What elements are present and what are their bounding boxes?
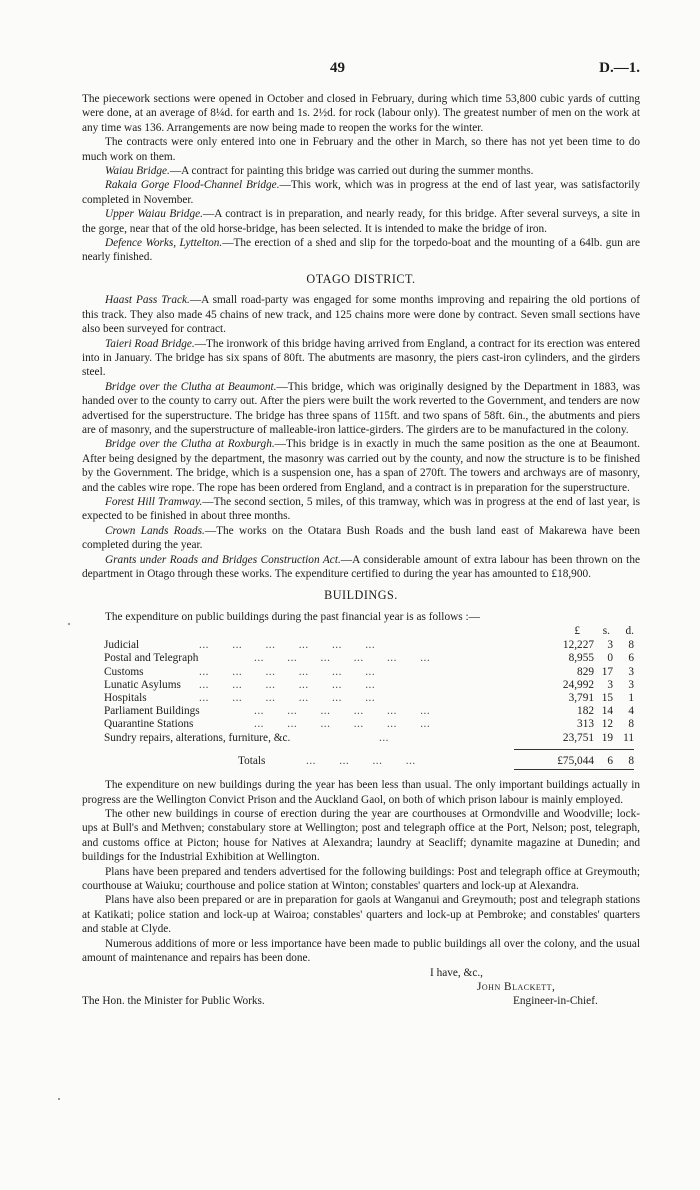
totals-pence: 8 — [628, 755, 634, 768]
row-pounds: 8,955 — [568, 652, 594, 665]
paragraph-lead: Bridge over the Clutha at Roxburgh. — [105, 438, 275, 451]
row-pence: 3 — [628, 678, 634, 691]
paragraph-lead: Grants under Roads and Bridges Construction Act. — [105, 553, 341, 566]
table-row — [104, 731, 634, 744]
paragraph-lead: Bridge over the Clutha at Beaumont. — [105, 380, 277, 393]
row-label: Customs — [104, 665, 144, 678]
row-shillings: 3 — [607, 678, 613, 691]
row-pounds: 24,992 — [562, 678, 594, 691]
row-label: Postal and Telegraph — [104, 652, 199, 665]
paragraph-lead: Rakaia Gorge Flood-Channel Bridge. — [105, 179, 280, 192]
paragraph-lead: Defence Works, Lyttelton. — [105, 237, 223, 250]
row-shillings: 12 — [601, 718, 613, 731]
row-label: Judicial — [104, 639, 140, 652]
signatory-name: John Blackett, — [477, 980, 556, 993]
table-row — [104, 638, 634, 651]
row-label: Hospitals — [104, 692, 147, 705]
section-heading-buildings: BUILDINGS. — [324, 588, 398, 603]
row-pounds: 23,751 — [562, 731, 594, 744]
paragraph-text: —This bridge is in exactly in much the same position as the one at Beaumont. After being designed by the department, the masonry was carried out by the county, and now the structure is to be finished by the Government. The bridge, which is a suspension one, has a span of 270ft. The towers and archways are of masonry, and the cables wire rope. The rope has been ordered from England, and a contract is in preparation for the superstructure. — [82, 438, 640, 494]
row-label: Quarantine Stations — [104, 718, 194, 731]
row-shillings: 19 — [601, 731, 613, 744]
signature-block — [82, 966, 640, 1026]
table-leader-dots: ... — [379, 731, 389, 744]
expenditure-table — [82, 624, 640, 774]
paper-speck — [58, 1098, 60, 1100]
paragraph-text: —The works on the Otatara Bush Roads and the bush land east of Makarewa have been completed during the year. — [82, 524, 641, 552]
table-leader-dots: ... ... ... ... ... ... — [254, 652, 431, 665]
section-heading-otago: OTAGO DISTRICT. — [306, 271, 416, 286]
totals-label: Totals — [238, 755, 266, 768]
row-pounds: 12,227 — [562, 639, 594, 652]
table-leader-dots: ... ... ... ... ... ... — [254, 705, 431, 718]
row-pence: 8 — [628, 718, 634, 731]
paragraph-upper-waiau-bridge — [82, 207, 640, 236]
paragraph-rakaia-bridge — [82, 178, 640, 207]
row-pence: 4 — [628, 705, 634, 718]
table-leader-dots: ... ... ... ... ... ... — [199, 678, 376, 691]
table-leader-dots: ... ... ... ... ... ... — [199, 692, 376, 705]
table-row — [104, 691, 634, 704]
paragraph-waiau-bridge — [82, 164, 640, 178]
paragraph-grants — [82, 553, 640, 582]
column-header-pence: d. — [625, 625, 634, 638]
row-pounds: 829 — [577, 665, 594, 678]
table-column-headers — [104, 624, 634, 637]
paragraph-text: —A contract for painting this bridge was carried out during the summer months. — [169, 165, 534, 178]
table-row — [104, 665, 634, 678]
row-label: Parliament Buildings — [104, 705, 200, 718]
paragraph-new-buildings: The expenditure on new buildings during the year has been less than usual. The only important buildings actually in progress are the Wellington Convict Prison and the Auckland Gaol, on both of which prison labour is mainly employed. — [82, 779, 640, 806]
paragraph-contracts: The contracts were only entered into one in February and the other in March, so there has not yet been time to do much work on them. — [82, 136, 640, 163]
table-leader-dots: ... ... ... ... — [306, 755, 416, 768]
paragraph-additions: Numerous additions of more or less importance have been made to public buildings all over the colony, and the usual amount of maintenance and repairs has been done. — [82, 937, 640, 965]
paragraph-other-buildings: The other new buildings in course of erection during the year are courthouses at Ormondville and Woodville; lock-ups at Bull's and Methven; constabulary store at Wellington; post and telegraph office at the Port, Nelson; post, telegraph, and customs office at Picton; house for Natives at Alexandra; laundry at Seacliff; dynamite magazine at Dunedin; and buildings for the Industrial Exhibition at Wellington. — [82, 808, 640, 864]
paragraph-plans-tenders: Plans have been prepared and tenders advertised for the following buildings: Post and telegraph office at Greymouth; courthouse at Waiuku; courthouse and police station at Winton; constables' quarters and lock-up at Alexandra. — [82, 865, 640, 893]
column-header-pounds: £ — [574, 625, 580, 638]
totals-pounds: £75,044 — [557, 755, 594, 768]
document-reference: D.—1. — [599, 60, 640, 76]
paragraph-lead: Waiau Bridge. — [105, 165, 170, 178]
paragraph-forest-hill — [82, 495, 640, 524]
row-label: Lunatic Asylums — [104, 678, 181, 691]
paragraph-piecework: The piecework sections were opened in October and closed in February, during which time 53,800 cubic yards of cutting were done, at an average of 8¼d. for earth and 1s. 2½d. for rock (labour only). The greatest number of men on the work at any time was 136. Arrangements are now being made to reopen the works for the winter. — [82, 93, 640, 134]
page-number: 49 — [330, 60, 345, 76]
table-rule-bottom — [514, 769, 634, 770]
signatory-title: Engineer-in-Chief. — [513, 994, 598, 1007]
table-row — [104, 651, 634, 664]
paragraph-taieri-bridge — [82, 337, 640, 380]
paragraph-text: —A small road-party was engaged for some months improving and repairing the old portions of this track. They also made 45 chains of new track, and 125 chains more were done by contract. Seven small sections have also been surveyed for contract. — [82, 294, 640, 336]
paragraph-text: —A contract is in preparation, and nearly ready, for this bridge. After several surveys, a site in the gorge, near that of the old horse-bridge, has been selected. It is intended to make the bridge of iron. — [82, 208, 640, 235]
page-body — [82, 92, 640, 1026]
table-leader-dots: ... ... ... ... ... ... — [254, 718, 431, 731]
table-leader-dots: ... ... ... ... ... ... — [199, 639, 376, 652]
paragraph-lead: Crown Lands Roads. — [105, 524, 205, 537]
table-row — [104, 678, 634, 691]
paragraph-defence-works — [82, 236, 640, 265]
row-pounds: 3,791 — [568, 692, 594, 705]
table-row — [104, 704, 634, 717]
row-pence: 3 — [628, 665, 634, 678]
row-pence: 11 — [623, 731, 634, 744]
paragraph-buildings-intro: The expenditure on public buildings during the past financial year is as follows :— — [105, 610, 480, 623]
column-header-shillings: s. — [602, 625, 610, 638]
paragraph-lead: Upper Waiau Bridge. — [105, 208, 203, 221]
row-pence: 6 — [628, 652, 634, 665]
row-shillings: 0 — [607, 652, 613, 665]
row-pounds: 313 — [577, 718, 594, 731]
paragraph-text: —A considerable amount of extra labour has been thrown on the department in Otago through these works. The expenditure certified to during the year has amounted to £18,900. — [82, 553, 640, 580]
paragraph-text: —The ironwork of this bridge having arrived from England, a contract for its erection was entered into in January. The bridge has six spans of 80ft. The abutments are masonry, the piers cast-iron cylinders, and the girders steel. — [82, 337, 640, 379]
paragraph-lead: Taieri Road Bridge. — [105, 337, 195, 350]
row-shillings: 3 — [607, 639, 613, 652]
row-pence: 1 — [628, 692, 634, 705]
table-leader-dots: ... ... ... ... ... ... — [199, 665, 376, 678]
row-shillings: 15 — [601, 692, 613, 705]
paragraph-text: —This work, which was in progress at the end of last year, was satisfactorily completed in November. — [82, 179, 640, 206]
row-pounds: 182 — [577, 705, 594, 718]
addressee: The Hon. the Minister for Public Works. — [82, 994, 265, 1007]
row-label: Sundry repairs, alterations, furniture, &c. — [104, 731, 291, 744]
paragraph-crown-lands — [82, 524, 640, 553]
table-row-totals — [104, 754, 634, 767]
row-shillings: 14 — [601, 705, 613, 718]
paper-speck — [68, 623, 70, 625]
table-rule-top — [514, 749, 634, 750]
paragraph-plans-gaols: Plans have also been prepared or are in preparation for gaols at Wanganui and Greymouth; post and telegraph stations at Katikati; police station and lock-up at Wairoa; constables' quarters and lock-up at Pembroke; and constables' quarters and stable at Clyde. — [82, 894, 640, 936]
paragraph-lead: Forest Hill Tramway. — [105, 495, 203, 508]
paragraph-text: —The second section, 5 miles, of this tramway, which was in progress at the end of last year, is expected to be finished in about three months. — [82, 495, 640, 523]
row-pence: 8 — [628, 639, 634, 652]
paragraph-text: —This bridge, which was originally designed by the Department in 1883, was handed over to the county to carry out. After the piers were built the work reverted to the Government, and tenders are now advertised for the superstructure. The bridge has three spans of 115ft. and two spans of 58ft. 6in., the abutments and piers are of masonry, and the superstructure of malleable-iron lattice-girders. The girders are to be manufactured in the colony. — [82, 380, 640, 436]
totals-shillings: 6 — [607, 755, 613, 768]
paragraph-roxburgh-bridge — [82, 437, 640, 495]
paragraph-lead: Haast Pass Track. — [105, 294, 190, 307]
row-shillings: 17 — [601, 665, 613, 678]
closing-line: I have, &c., — [430, 966, 484, 979]
paragraph-beaumont-bridge — [82, 380, 640, 438]
table-row — [104, 717, 634, 730]
page-header — [0, 60, 700, 80]
paragraph-haast-pass — [82, 293, 640, 336]
paragraph-text: —The erection of a shed and slip for the torpedo-boat and the mounting of a 64lb. gun are nearly finished. — [82, 237, 640, 264]
